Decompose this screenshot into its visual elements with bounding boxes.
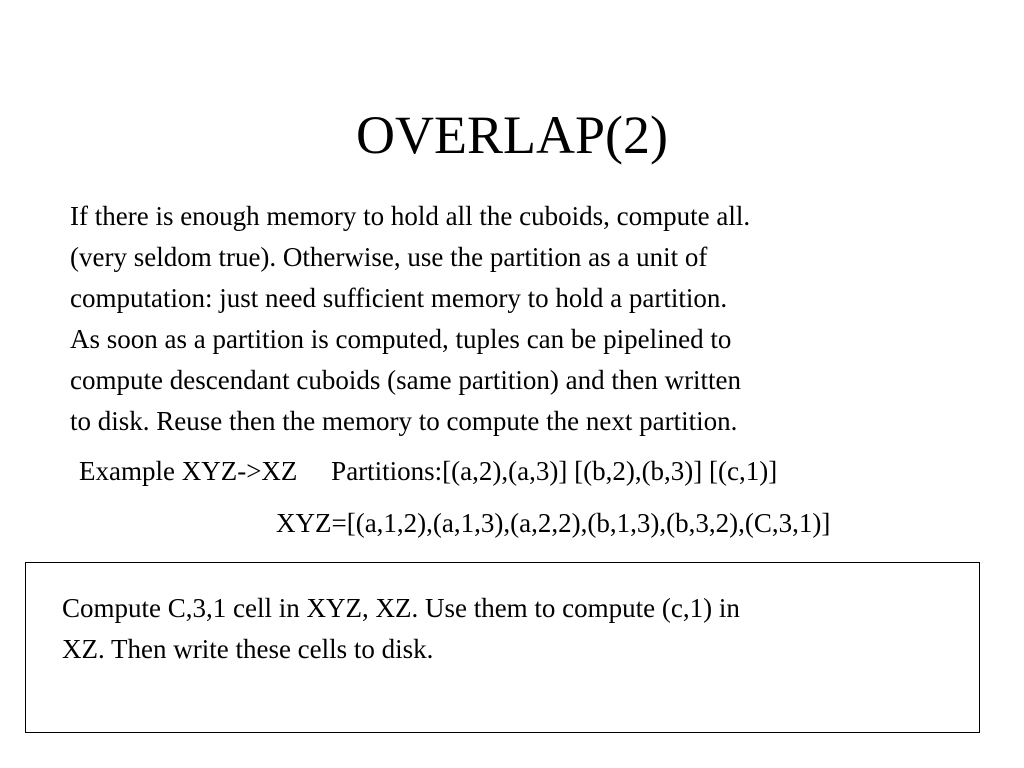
body-paragraph	[70, 196, 970, 442]
example-line	[79, 451, 777, 491]
slide-title: OVERLAP(2)	[356, 105, 668, 165]
note-line: XZ. Then write these cells to disk.	[62, 634, 434, 664]
body-line: As soon as a partition is computed, tuples can be pipelined to	[70, 324, 732, 354]
note-line: Compute C,3,1 cell in XYZ, XZ. Use them to compute (c,1) in	[62, 593, 740, 623]
body-line: If there is enough memory to hold all the cuboids, compute all.	[70, 201, 751, 231]
body-line: to disk. Reuse then the memory to compute the next partition.	[70, 406, 738, 436]
example-partitions: Partitions:[(a,2),(a,3)] [(b,2),(b,3)] [(c,1)]	[331, 456, 778, 486]
body-line: (very seldom true). Otherwise, use the partition as a unit of	[70, 242, 708, 272]
example-label: Example XYZ->XZ	[79, 456, 298, 486]
note-text	[62, 588, 740, 670]
example-xyz-tuples: XYZ=[(a,1,2),(a,1,3),(a,2,2),(b,1,3),(b,3,2),(C,3,1)]	[276, 508, 831, 538]
note-box	[25, 562, 980, 733]
body-line: computation: just need sufficient memory to hold a partition.	[70, 283, 728, 313]
body-line: compute descendant cuboids (same partition) and then written	[70, 365, 742, 395]
